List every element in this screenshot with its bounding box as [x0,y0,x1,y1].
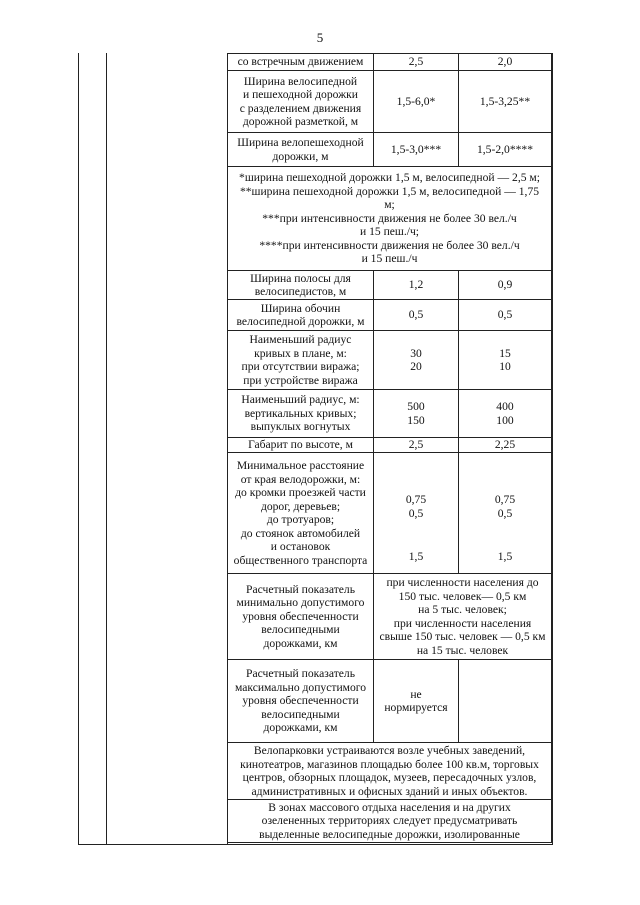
table-row-vertical-radius [228,390,552,438]
v2-value: 0,5 [497,506,513,520]
parameter-cell-line: дорог, деревьев; [260,499,341,513]
value-2-cell [459,300,552,331]
table-row-min-provision [228,574,552,660]
merged-cell-line: и 15 пеш./ч [361,252,418,266]
parameter-cell-line: со встречным движением [237,55,364,69]
parameter-cell-line: Расчетный показатель [246,667,355,681]
merged-cell [228,800,552,843]
merged-cell-line: центров, обзорных площадок, музеев, пересадочных узлов, [242,771,537,784]
parameter-cell-line: Ширина полосы для [250,271,351,285]
v2-value-stops: 1,5 [497,550,513,563]
parameter-cell-line: от края велодорожки, м: [240,472,361,486]
parameter-cell-line: максимально допустимого [234,680,367,694]
parameter-cell [228,133,374,167]
value-1-cell [374,300,459,331]
parameter-cell-line: при отсутствии виража; [241,360,360,373]
parameter-cell-line: дорожками, км [263,721,338,735]
parameter-cell [228,331,374,390]
merged-cell-line: Велопарковки устраиваются возле учебных заведений, [253,744,526,757]
table-row-shoulder [228,300,552,331]
merged-cell-line: кинотеатров, магазинов площадью более 100 кв.м, торговых [240,757,539,771]
v2-cell [459,453,552,574]
parameter-cell [228,390,374,438]
value-1-cell-line: не [410,687,422,701]
value-merged-cell-line: на 5 тыс. человек; [418,603,507,616]
parameter-cell-line: вертикальных кривых; [244,406,357,420]
standards-table [227,53,552,843]
parameter-cell [228,438,374,453]
value-2-cell [459,133,552,167]
value-2-cell-line: 2,25 [494,438,516,452]
parameter-cell-line: дорожки, м [272,149,329,163]
value-1-cell-line: нормируется [384,701,448,714]
table-row-footnotes [228,167,552,271]
value-1-cell [374,660,459,743]
merged-cell-line: административных и офисных зданий и иных объектов. [251,784,528,798]
merged-cell [228,743,552,800]
v1-value-stops: 1,5 [408,550,424,563]
value-1-cell [374,54,459,71]
table-row-oncoming [228,54,552,71]
parameter-cell [228,300,374,331]
merged-cell-line: **ширина пешеходной дорожки 1,5 м, велосипедной — 1,75 [239,184,540,198]
value-2-cell-line: 1,5-3,25** [479,94,531,108]
merged-cell-line: *ширина пешеходной дорожки 1,5 м, велосипедной — 2,5 м; [239,171,540,185]
parameter-cell [228,271,374,300]
table-row-max-provision [228,660,552,743]
parameter-cell-line: минимально допустимого [236,596,365,610]
merged-cell [228,167,552,271]
value-2-cell [459,54,552,71]
parameter-cell-line: велосипедной дорожки, м [236,315,365,328]
value-1-cell [374,331,459,390]
value-1-cell-line: 30 [410,346,422,360]
parameter-cell-line: дорожной разметкой, м [242,115,359,128]
merged-cell-line: озелененных территориях следует предусматривать [261,814,518,828]
table-row-bike-ped-marked [228,71,552,133]
parameter-cell-line: и пешеходной дорожки [242,88,359,101]
parameter-cell-line: Наименьший радиус, м: [241,393,360,407]
value-2-cell-line: 15 [499,346,511,360]
value-1-cell-line: 2,5 [408,438,424,452]
value-merged-cell [374,574,552,660]
parameter-cell [228,660,374,743]
table-row-min-distance [228,453,552,574]
value-2-cell [459,438,552,453]
parameter-cell-line: уровня обеспеченности [242,694,359,708]
merged-cell-line: выделенные велосипедные дорожки, изолированные [259,827,520,841]
value-2-cell [459,390,552,438]
value-merged-cell-line: свыше 150 тыс. человек — 0,5 км [379,630,546,643]
value-1-cell-line: 1,5-6,0* [396,94,436,108]
empty-cell [459,660,552,743]
value-merged-cell-line: на 15 тыс. человек [416,643,509,657]
v1-cell [374,453,459,574]
parameter-cell [228,54,374,71]
parameter-cell-line: Минимальное расстояние [236,459,365,472]
parameter-cell-line: при устройстве виража [243,373,358,387]
parameter-cell-line: до тротуаров; [266,513,335,526]
parameter-cell-line: до стоянок автомобилей [240,526,361,540]
parameter-cell-line: Габарит по высоте, м [248,438,353,452]
value-1-cell-line: 2,5 [408,55,424,69]
table-row-height-clearance [228,438,552,453]
value-2-cell-line: 400 [496,400,514,413]
value-2-cell-line: 10 [499,360,511,373]
parameter-cell-line: велосипедистов, м [254,285,347,298]
value-1-cell [374,390,459,438]
parameter-cell [228,71,374,133]
value-1-cell [374,271,459,300]
parameter-cell-line: и остановок [270,540,331,553]
column-divider-1 [106,53,107,844]
parameter-cell-line: Наименьший радиус [249,333,352,346]
parameter-cell-line: с разделением движения [239,101,362,115]
v2-value: 0,75 [494,493,516,506]
parameter-cell-line: Ширина обочин [260,301,341,315]
parameter-cell-line: велосипедными [261,707,340,721]
value-2-cell-line: 0,5 [497,308,513,322]
value-1-cell-line: 500 [407,400,425,413]
value-2-cell [459,71,552,133]
value-1-cell-line: 0,5 [408,308,424,322]
parameter-cell [228,574,374,660]
value-1-cell [374,438,459,453]
v1-value: 0,75 [405,493,427,506]
value-1-cell-line: 20 [410,360,422,373]
parameter-cell-line: выпуклых вогнутых [250,420,351,434]
value-1-cell-line: 1,2 [408,278,424,292]
value-1-cell [374,133,459,167]
parameter-cell-line: дорожками, км [263,636,338,650]
value-2-cell [459,271,552,300]
parameter-cell [228,453,374,574]
value-merged-cell-line: 150 тыс. человек— 0,5 км [398,589,527,603]
value-2-cell-line: 2,0 [497,55,513,69]
table-row-curve-radius [228,331,552,390]
value-1-cell-line: 150 [407,413,425,427]
value-2-cell [459,331,552,390]
parameter-cell-line: Ширина велосипедной [243,74,358,88]
table-row-mass-recreation [228,800,552,843]
parameter-cell-line: общественного транспорта [233,553,368,567]
parameter-cell-line: Расчетный показатель [246,582,355,596]
page-number: 5 [316,30,324,45]
value-2-cell-line: 1,5-2,0**** [476,142,534,156]
parameter-cell-line: до кромки проезжей части [235,486,366,499]
parameter-cell-line: кривых в плане, м: [254,346,347,360]
parameter-cell-line: Ширина велопешеходной [237,136,364,149]
parameter-cell-line: велосипедными [261,623,340,637]
table-row-bike-lane [228,271,552,300]
table-row-bike-ped-path [228,133,552,167]
merged-cell-line: м; [384,198,395,212]
table-row-parking [228,743,552,800]
value-merged-cell-line: при численности населения до [386,576,539,589]
merged-cell-line: ***при интенсивности движения не более 30 вел./ч [262,211,517,225]
value-1-cell-line: 1,5-3,0*** [390,142,442,156]
value-2-cell-line: 0,9 [497,278,513,292]
merged-cell-line: В зонах массового отдыха населения и на других [268,800,511,814]
value-merged-cell-line: при численности населения [393,616,532,630]
value-2-cell-line: 100 [496,413,514,427]
value-1-cell [374,71,459,133]
merged-cell-line: и 15 пеш./ч; [359,225,420,239]
v1-value: 0,5 [408,506,424,520]
merged-cell-line: ****при интенсивности движения не более 30 вел./ч [259,238,520,252]
parameter-cell-line: уровня обеспеченности [242,609,359,623]
